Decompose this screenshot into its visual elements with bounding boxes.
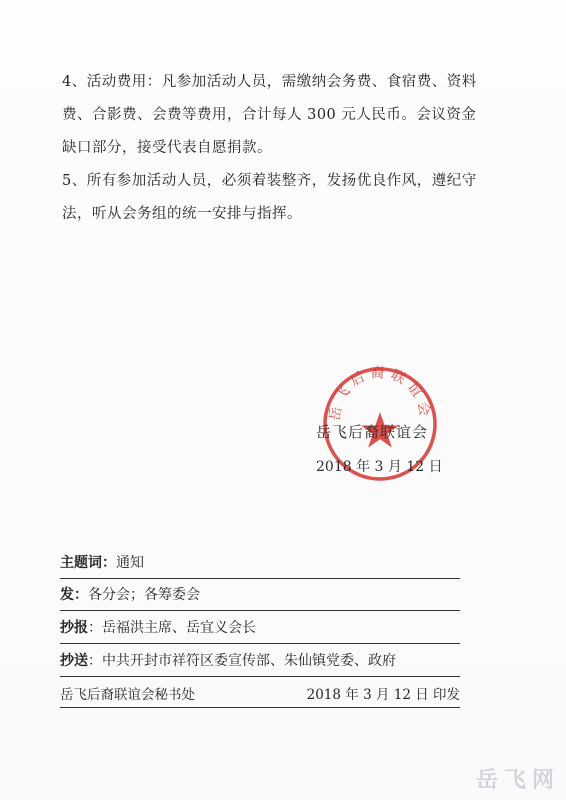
cc-report-value: ：岳福洪主席、岳宜义会长 xyxy=(88,620,256,636)
send-value: 各分会；各筹委会 xyxy=(88,587,200,603)
paragraph-line: 缺口部分，接受代表自愿捐款。 xyxy=(62,140,272,156)
signature-date: 2018 年 3 月 12 日 xyxy=(316,459,443,475)
paragraph-item-4 xyxy=(62,66,502,165)
subject-value: 通知 xyxy=(116,555,144,571)
issuer: 岳飞后裔联谊会秘书处 xyxy=(60,687,195,703)
cc-send-row xyxy=(60,650,460,670)
cc-report-label: 抄报 xyxy=(60,620,88,636)
paragraph-line: 5、所有参加活动人员，必须着装整齐，发扬优良作风，遵纪守 xyxy=(62,173,477,189)
send-row xyxy=(60,584,460,604)
paragraph-line: 4、活动费用：凡参加活动人员，需缴纳会务费、食宿费、资料 xyxy=(62,74,477,90)
site-watermark: 岳飞网 xyxy=(475,768,560,793)
cc-send-label: 抄送 xyxy=(60,653,88,669)
subject-row xyxy=(60,552,460,572)
issue-date: 2018 年 3 月 12 日 印发 xyxy=(306,687,460,703)
footer-divider xyxy=(60,676,460,677)
signature-organization: 岳飞后裔联谊会 xyxy=(316,423,429,441)
paragraph-line: 法，听从会务组的统一安排与指挥。 xyxy=(62,206,302,222)
paragraph-line: 费、合影费、会费等费用，合计每人 300 元人民币。会议资金 xyxy=(62,107,477,123)
issue-row xyxy=(60,683,460,703)
cc-report-row xyxy=(60,617,460,637)
seal-text: 岳飞后裔联谊会 xyxy=(327,365,433,422)
footer-divider xyxy=(60,643,460,644)
cc-send-value: ：中共开封市祥符区委宣传部、朱仙镇党委、政府 xyxy=(88,653,396,669)
paragraph-item-5 xyxy=(62,165,502,231)
body-text xyxy=(62,66,502,231)
send-label: 发： xyxy=(60,587,88,603)
footer-divider xyxy=(60,707,460,708)
footer-divider xyxy=(60,610,460,611)
footer-divider xyxy=(60,578,460,579)
subject-label: 主题词： xyxy=(60,555,116,571)
